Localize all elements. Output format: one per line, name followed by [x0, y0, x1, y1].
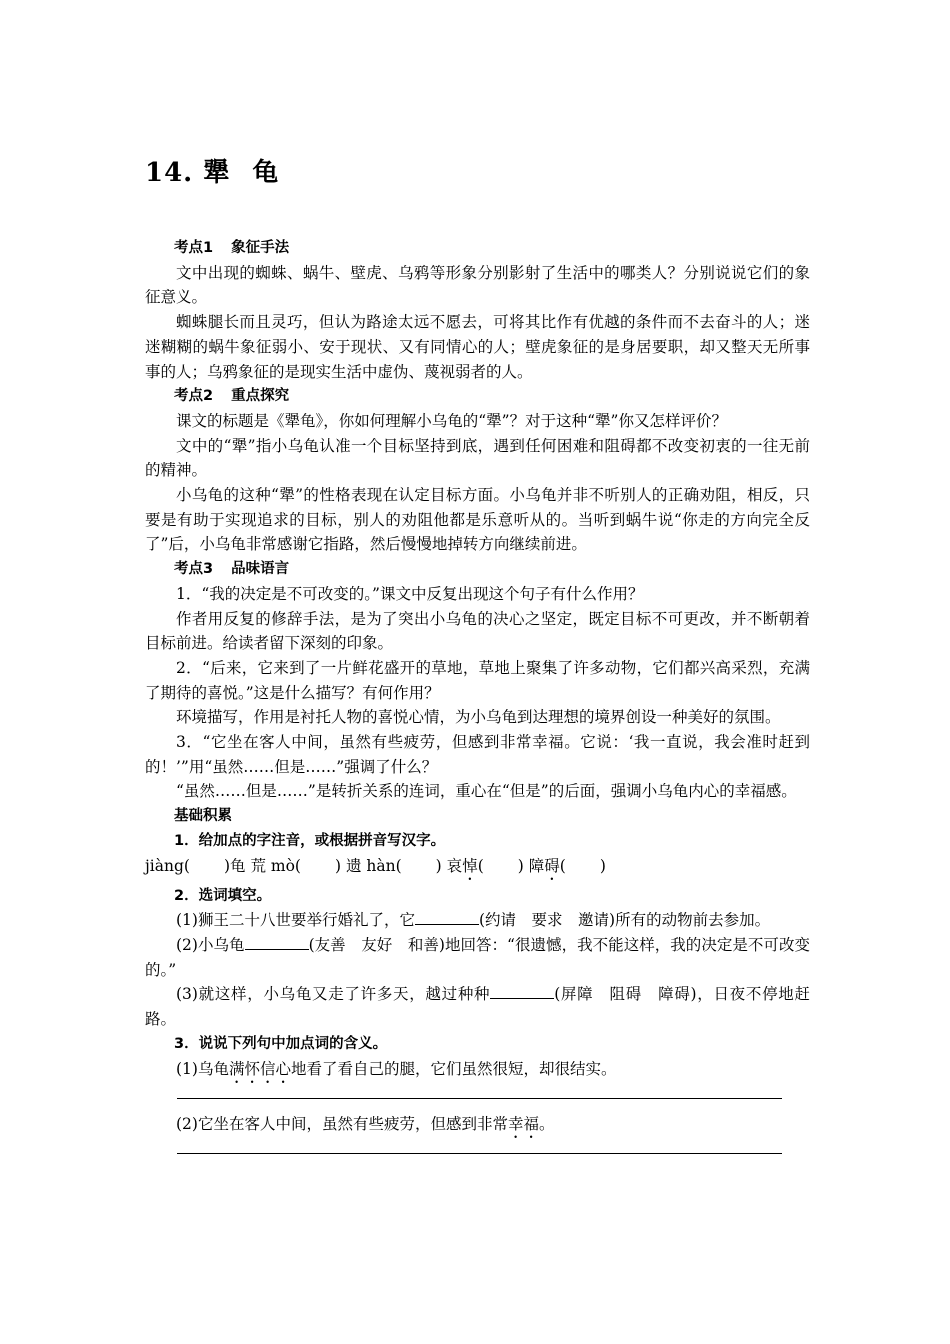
section-label: 考点2: [174, 388, 214, 405]
answer-line[interactable]: [177, 1087, 782, 1099]
paren-close: ): [517, 856, 524, 875]
sentence-text: (1)乌龟: [176, 1059, 229, 1078]
section-name: 重点探究: [231, 388, 290, 405]
paren-close: ): [599, 856, 606, 875]
dotted-word: 幸福: [507, 1114, 539, 1133]
section-heading: [145, 236, 810, 261]
exercise-question: 2．选词填空。: [174, 887, 272, 904]
section-heading: [145, 384, 810, 409]
fill-text: (3)就这样，小乌龟又走了许多天，越过种种: [176, 985, 491, 1004]
title-char-1: 犟: [203, 158, 231, 188]
answer-text: 蜘蛛腿长而且灵巧，但认为路途太远不愿去，可将其比作有优越的条件而不去奋斗的人；迷迷糊糊的蜗牛象征弱小、安于现状、又有同情心的人；壁虎象征的是身居要职，却又整天无所事事的人；乌鸦象征的是现实生活中虚伪、蔑视弱者的人。: [145, 313, 810, 381]
section-label: 考点1: [174, 240, 214, 256]
answer-text: 作者用反复的修辞手法，是为了突出小乌龟的决心之坚定，既定目标不可更改，并不断朝着目标前进。给读者留下深刻的印象。: [145, 609, 810, 653]
dotted-word: 满怀信心: [228, 1059, 291, 1078]
answer-text: 环境描写，作用是衬托人物的喜悦心情，为小乌龟到达理想的境界创设一种美好的氛围。: [176, 708, 781, 727]
fill-item: [145, 982, 810, 1031]
pinyin-item: jiàng(: [145, 856, 190, 875]
exercise-question: 3．说说下列句中加点词的含义。: [174, 1035, 388, 1052]
fill-item: [145, 908, 810, 933]
paren-open: (: [559, 856, 566, 875]
fill-text: (屏障 阻碍 障碍)，日夜不停地赶路。: [145, 985, 810, 1029]
section-name: 品味语言: [231, 561, 290, 578]
answer-text: 文中的“犟”指小乌龟认准一个目标坚持到底，遇到任何困难和阻碍都不改变初衷的一往无前的精神。: [145, 436, 810, 480]
question-text: 2．“后来，它来到了一片鲜花盛开的草地，草地上聚集了许多动物，它们都兴高采烈，充满了期待的喜悦。”这是什么描写？有何作用？: [145, 658, 810, 702]
answer-text: 小乌龟的这种“犟”的性格表现在认定目标方面。小乌龟并非不听别人的正确劝阻，相反，只要是有助于实现追求的目标，别人的劝阻他都是乐意听从的。当听到蜗牛说“你走的方向完全反了”后，小乌龟非常感谢它指路，然后慢慢地掉转方向继续前进。: [145, 486, 810, 554]
sentence-text: 地看了看自己的腿，它们虽然很短，却很结实。: [290, 1059, 617, 1078]
section-heading: [145, 557, 810, 582]
fill-item: [145, 933, 810, 982]
pinyin-row: [145, 854, 810, 884]
question-text: 1．“我的决定是不可改变的。”课文中反复出现这个句子有什么作用？: [176, 584, 644, 603]
sentence-item: [145, 1057, 810, 1087]
question-text: 课文的标题是《犟龟》，你如何理解小乌龟的“犟”？对于这种“犟”你又怎样评价？: [176, 411, 727, 430]
paren-open: (: [477, 856, 484, 875]
answer-text: “虽然……但是……”是转折关系的连词，重心在“但是”的后面，强调小乌龟内心的幸福感。: [176, 782, 797, 801]
dotted-char: 碍: [544, 856, 560, 875]
fill-blank[interactable]: [245, 933, 309, 950]
fill-text: (2)小乌龟: [176, 935, 245, 954]
section-label: 考点3: [174, 561, 214, 578]
document-body: [145, 236, 810, 1167]
fill-text: (1)狮王二十八世要举行婚礼了，它: [176, 911, 415, 930]
sentence-item: [145, 1112, 810, 1142]
dotted-char: 悼: [462, 856, 478, 875]
fill-text: (友善 友好 和善)地回答：“很遗憾，我不能这样，我的决定是不可改变的。”: [145, 935, 810, 979]
pinyin-item: 遗 hàn(: [345, 856, 402, 875]
pinyin-item: 障: [528, 856, 545, 875]
page-title: [145, 152, 279, 189]
sentence-text: 。: [538, 1114, 555, 1133]
section-name: 象征手法: [231, 240, 290, 256]
fill-text: (约请 要求 邀请)所有的动物前去参加。: [478, 911, 771, 930]
fill-blank[interactable]: [415, 908, 479, 925]
basics-heading: 基础积累: [174, 808, 232, 825]
title-number: 14.: [145, 158, 194, 188]
pinyin-item-end: ): [334, 856, 342, 875]
answer-line[interactable]: [177, 1142, 782, 1154]
exercise-question: 1．给加点的字注音，或根据拼音写汉字。: [174, 832, 446, 849]
title-char-2: 龟: [252, 158, 280, 188]
fill-blank[interactable]: [490, 982, 554, 999]
pinyin-item: 荒 mò(: [250, 856, 301, 875]
pinyin-item-end: )龟: [223, 856, 246, 875]
sentence-text: (2)它坐在客人中间，虽然有些疲劳，但感到非常: [176, 1114, 508, 1133]
question-text: 3．“它坐在客人中间，虽然有些疲劳，但感到非常幸福。它说：‘我一直说，我会准时赶到的！’”用“虽然……但是……”强调了什么？: [145, 733, 810, 776]
pinyin-item: 哀: [446, 856, 463, 875]
question-text: 文中出现的蜘蛛、蜗牛、壁虎、乌鸦等形象分别影射了生活中的哪类人？分别说说它们的象征意义。: [145, 263, 810, 307]
pinyin-item-end: ): [435, 856, 442, 875]
